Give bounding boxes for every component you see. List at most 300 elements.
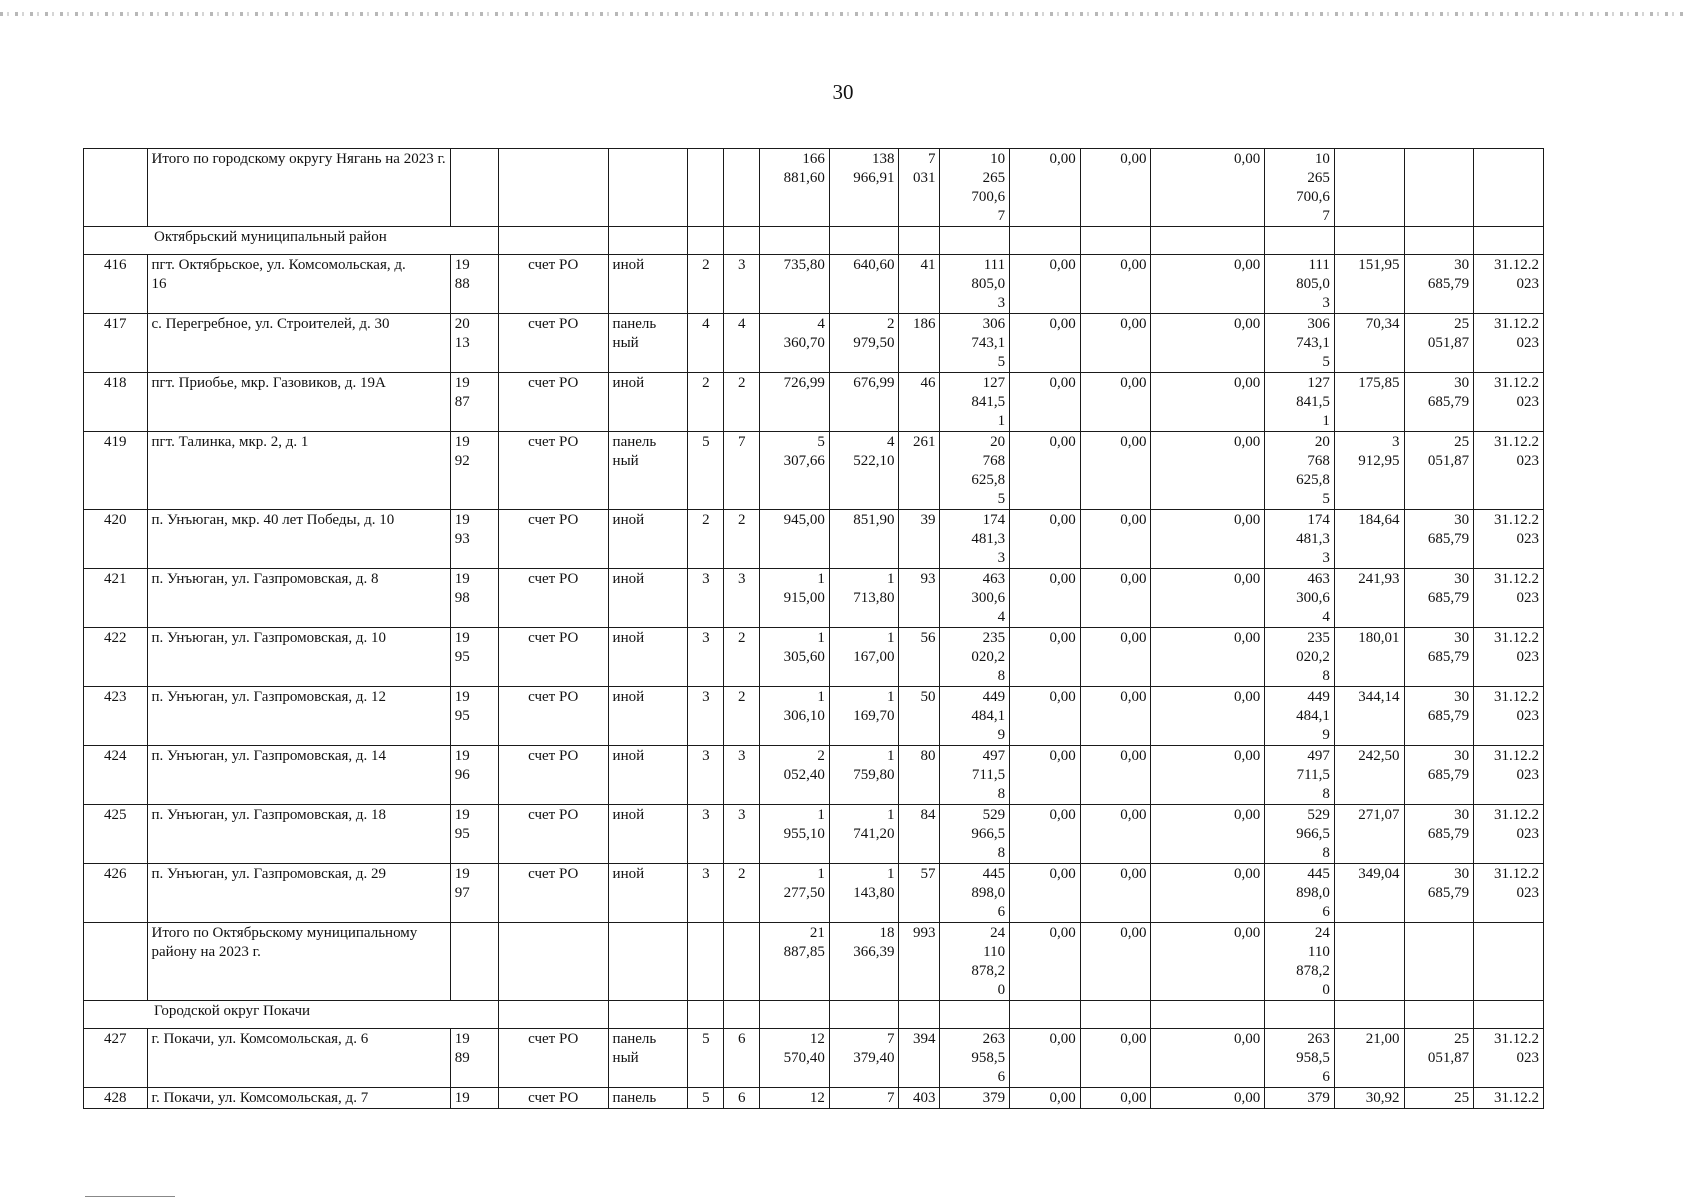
cell-c1: 0,00: [1010, 687, 1081, 746]
cell-cost-total: 497 711,5 8: [940, 746, 1010, 805]
cell-max-cost: 25 051,87: [1404, 1029, 1474, 1088]
cell-fund: счет РО: [498, 1029, 608, 1088]
cell-residents: 993: [899, 923, 940, 1001]
cell-material: иной: [608, 569, 688, 628]
cell-area-res: 138 966,91: [829, 149, 899, 227]
cell-c1: 0,00: [1010, 373, 1081, 432]
cell-spec-cost: 21,00: [1334, 1029, 1404, 1088]
cell-spec-cost: 180,01: [1334, 628, 1404, 687]
cell-c2: 0,00: [1080, 569, 1151, 628]
cell-c2: 0,00: [1080, 864, 1151, 923]
cell-cost-total: 10 265 700,6 7: [940, 149, 1010, 227]
total-row: [84, 149, 1544, 227]
cell-cost-owner: 449 484,1 9: [1265, 687, 1335, 746]
cell-floors: 3: [688, 805, 724, 864]
table-body: [84, 149, 1544, 1109]
cell-c2: 0,00: [1080, 373, 1151, 432]
cell-num: 428: [84, 1088, 148, 1109]
page-number: 30: [832, 80, 854, 104]
cell-year: 19 95: [450, 687, 498, 746]
cell-floors: [688, 149, 724, 227]
empty-cell: [1404, 1001, 1474, 1029]
empty-cell: [608, 227, 688, 255]
empty-cell: [899, 227, 940, 255]
cell-c2: 0,00: [1080, 1029, 1151, 1088]
cell-address: пгт. Приобье, мкр. Газовиков, д. 19А: [147, 373, 450, 432]
empty-cell: [1334, 1001, 1404, 1029]
cell-address: п. Унъюган, ул. Газпромовская, д. 8: [147, 569, 450, 628]
cell-address: п. Унъюган, ул. Газпромовская, д. 18: [147, 805, 450, 864]
cell-area-res: 851,90: [829, 510, 899, 569]
cell-entrances: 2: [724, 373, 760, 432]
cell-num: 427: [84, 1029, 148, 1088]
cell-residents: 84: [899, 805, 940, 864]
cell-c2: 0,00: [1080, 923, 1151, 1001]
cell-area-total: 12: [760, 1088, 830, 1109]
cell-spec-cost: 70,34: [1334, 314, 1404, 373]
cell-deadline: 31.12.2 023: [1474, 628, 1544, 687]
cell-spec-cost: 30,92: [1334, 1088, 1404, 1109]
cell-fund: счет РО: [498, 510, 608, 569]
cell-max-cost: 30 685,79: [1404, 864, 1474, 923]
empty-cell: [608, 1001, 688, 1029]
cell-max-cost: 25 051,87: [1404, 432, 1474, 510]
cell-year: 19 89: [450, 1029, 498, 1088]
cell-num: 416: [84, 255, 148, 314]
cell-address: Итого по Октябрьскому муниципальному району на 2023 г.: [147, 923, 450, 1001]
table-row: [84, 510, 1544, 569]
cell-area-res: 1 167,00: [829, 628, 899, 687]
cell-year: 19 87: [450, 373, 498, 432]
cell-area-total: 12 570,40: [760, 1029, 830, 1088]
cell-year: 19 92: [450, 432, 498, 510]
section-title: Городской округ Покачи: [84, 1001, 499, 1029]
cell-residents: 39: [899, 510, 940, 569]
cell-c1: 0,00: [1010, 149, 1081, 227]
cell-entrances: 3: [724, 746, 760, 805]
cell-address: пгт. Талинка, мкр. 2, д. 1: [147, 432, 450, 510]
cell-floors: [688, 923, 724, 1001]
cell-spec-cost: 349,04: [1334, 864, 1404, 923]
cell-cost-owner: 235 020,2 8: [1265, 628, 1335, 687]
scan-edge-noise: [0, 12, 1686, 16]
cell-residents: 80: [899, 746, 940, 805]
cell-material: панель: [608, 1088, 688, 1109]
cell-area-total: 1 915,00: [760, 569, 830, 628]
cell-fund: счет РО: [498, 255, 608, 314]
cell-num: 422: [84, 628, 148, 687]
cell-residents: 50: [899, 687, 940, 746]
cell-fund: счет РО: [498, 746, 608, 805]
cell-area-total: 2 052,40: [760, 746, 830, 805]
cell-num: 419: [84, 432, 148, 510]
empty-cell: [724, 1001, 760, 1029]
empty-cell: [1404, 227, 1474, 255]
cell-num: [84, 149, 148, 227]
cell-material: иной: [608, 628, 688, 687]
cell-cost-owner: 111 805,0 3: [1265, 255, 1335, 314]
cell-material: [608, 923, 688, 1001]
cell-entrances: 2: [724, 628, 760, 687]
cell-spec-cost: 3 912,95: [1334, 432, 1404, 510]
cell-num: 424: [84, 746, 148, 805]
cell-cost-total: 127 841,5 1: [940, 373, 1010, 432]
cell-c3: 0,00: [1151, 805, 1265, 864]
cell-c2: 0,00: [1080, 255, 1151, 314]
cell-residents: 7 031: [899, 149, 940, 227]
cell-cost-total: 263 958,5 6: [940, 1029, 1010, 1088]
cell-year: 20 13: [450, 314, 498, 373]
empty-cell: [899, 1001, 940, 1029]
cell-area-res: 7: [829, 1088, 899, 1109]
cell-entrances: 6: [724, 1029, 760, 1088]
cell-c2: 0,00: [1080, 805, 1151, 864]
cell-cost-total: 379: [940, 1088, 1010, 1109]
cell-material: иной: [608, 687, 688, 746]
table-row: [84, 569, 1544, 628]
table-row: [84, 1029, 1544, 1088]
cell-c2: 0,00: [1080, 510, 1151, 569]
empty-cell: [724, 227, 760, 255]
total-row: [84, 923, 1544, 1001]
cell-cost-owner: 10 265 700,6 7: [1265, 149, 1335, 227]
cell-floors: 3: [688, 687, 724, 746]
empty-cell: [1474, 1001, 1544, 1029]
table-row: [84, 864, 1544, 923]
cell-material: иной: [608, 746, 688, 805]
cell-cost-total: 449 484,1 9: [940, 687, 1010, 746]
cell-spec-cost: 151,95: [1334, 255, 1404, 314]
cell-floors: 2: [688, 510, 724, 569]
cell-address: п. Унъюган, мкр. 40 лет Победы, д. 10: [147, 510, 450, 569]
cell-area-total: 21 887,85: [760, 923, 830, 1001]
cell-fund: счет РО: [498, 805, 608, 864]
cell-spec-cost: [1334, 149, 1404, 227]
empty-cell: [1151, 1001, 1265, 1029]
cell-cost-owner: 529 966,5 8: [1265, 805, 1335, 864]
cell-deadline: 31.12.2 023: [1474, 805, 1544, 864]
cell-material: иной: [608, 864, 688, 923]
cell-deadline: 31.12.2: [1474, 1088, 1544, 1109]
cell-deadline: [1474, 149, 1544, 227]
cell-deadline: 31.12.2 023: [1474, 510, 1544, 569]
cell-c1: 0,00: [1010, 1088, 1081, 1109]
cell-area-res: 676,99: [829, 373, 899, 432]
cell-c3: 0,00: [1151, 569, 1265, 628]
cell-address: Итого по городскому округу Нягань на 2023 г.: [147, 149, 450, 227]
table-row: [84, 432, 1544, 510]
cell-cost-owner: 24 110 878,2 0: [1265, 923, 1335, 1001]
cell-floors: 3: [688, 569, 724, 628]
cell-cost-owner: 463 300,6 4: [1265, 569, 1335, 628]
cell-residents: 186: [899, 314, 940, 373]
cell-spec-cost: [1334, 923, 1404, 1001]
cell-area-res: 2 979,50: [829, 314, 899, 373]
cell-cost-total: 24 110 878,2 0: [940, 923, 1010, 1001]
cell-residents: 261: [899, 432, 940, 510]
cell-address: п. Унъюган, ул. Газпромовская, д. 12: [147, 687, 450, 746]
cell-material: панель ный: [608, 314, 688, 373]
cell-area-res: 1 713,80: [829, 569, 899, 628]
cell-area-total: 166 881,60: [760, 149, 830, 227]
cell-area-res: 1 741,20: [829, 805, 899, 864]
cell-fund: счет РО: [498, 1088, 608, 1109]
cell-cost-total: 463 300,6 4: [940, 569, 1010, 628]
cell-num: 420: [84, 510, 148, 569]
cell-max-cost: 30 685,79: [1404, 255, 1474, 314]
cell-entrances: 3: [724, 569, 760, 628]
cell-fund: счет РО: [498, 373, 608, 432]
table-row: [84, 373, 1544, 432]
cell-num: 421: [84, 569, 148, 628]
cell-cost-owner: 445 898,0 6: [1265, 864, 1335, 923]
table-row: [84, 746, 1544, 805]
cell-area-res: 18 366,39: [829, 923, 899, 1001]
cell-area-res: 1 143,80: [829, 864, 899, 923]
cell-area-res: 7 379,40: [829, 1029, 899, 1088]
cell-c3: 0,00: [1151, 314, 1265, 373]
section-header-row: [84, 227, 1544, 255]
cell-c1: 0,00: [1010, 510, 1081, 569]
cell-deadline: 31.12.2 023: [1474, 569, 1544, 628]
cell-cost-owner: 127 841,5 1: [1265, 373, 1335, 432]
cell-fund: счет РО: [498, 864, 608, 923]
cell-max-cost: 30 685,79: [1404, 628, 1474, 687]
cell-c1: 0,00: [1010, 864, 1081, 923]
cell-cost-owner: 497 711,5 8: [1265, 746, 1335, 805]
cell-deadline: 31.12.2 023: [1474, 373, 1544, 432]
cell-num: 417: [84, 314, 148, 373]
cell-c2: 0,00: [1080, 314, 1151, 373]
cell-area-res: 4 522,10: [829, 432, 899, 510]
cell-c3: 0,00: [1151, 1088, 1265, 1109]
cell-c3: 0,00: [1151, 255, 1265, 314]
cell-entrances: 3: [724, 805, 760, 864]
cell-c3: 0,00: [1151, 432, 1265, 510]
cell-c3: 0,00: [1151, 628, 1265, 687]
cell-c2: 0,00: [1080, 432, 1151, 510]
cell-area-total: 726,99: [760, 373, 830, 432]
cell-year: [450, 149, 498, 227]
cell-address: п. Унъюган, ул. Газпромовская, д. 29: [147, 864, 450, 923]
cell-year: 19 88: [450, 255, 498, 314]
cell-cost-owner: 174 481,3 3: [1265, 510, 1335, 569]
cell-cost-total: 306 743,1 5: [940, 314, 1010, 373]
cell-c2: 0,00: [1080, 1088, 1151, 1109]
cell-material: иной: [608, 805, 688, 864]
cell-spec-cost: 344,14: [1334, 687, 1404, 746]
cell-deadline: [1474, 923, 1544, 1001]
cell-deadline: 31.12.2 023: [1474, 746, 1544, 805]
cell-material: панель ный: [608, 1029, 688, 1088]
empty-cell: [829, 227, 899, 255]
housing-repair-table: [83, 148, 1544, 1109]
cell-deadline: 31.12.2 023: [1474, 432, 1544, 510]
section-title: Октябрьский муниципальный район: [84, 227, 499, 255]
table-row: [84, 805, 1544, 864]
table-row: [84, 628, 1544, 687]
cell-area-res: 640,60: [829, 255, 899, 314]
cell-address: г. Покачи, ул. Комсомольская, д. 7: [147, 1088, 450, 1109]
cell-entrances: [724, 149, 760, 227]
cell-area-total: 735,80: [760, 255, 830, 314]
cell-spec-cost: 241,93: [1334, 569, 1404, 628]
cell-year: 19 95: [450, 805, 498, 864]
cell-c3: 0,00: [1151, 687, 1265, 746]
cell-c3: 0,00: [1151, 1029, 1265, 1088]
cell-floors: 3: [688, 864, 724, 923]
cell-entrances: 4: [724, 314, 760, 373]
cell-num: [84, 923, 148, 1001]
cell-c3: 0,00: [1151, 864, 1265, 923]
cell-fund: [498, 149, 608, 227]
cell-year: 19 96: [450, 746, 498, 805]
cell-year: 19 93: [450, 510, 498, 569]
cell-fund: счет РО: [498, 432, 608, 510]
cell-material: [608, 149, 688, 227]
cell-c3: 0,00: [1151, 510, 1265, 569]
cell-residents: 56: [899, 628, 940, 687]
empty-cell: [760, 227, 830, 255]
cell-area-res: 1 759,80: [829, 746, 899, 805]
cell-cost-owner: 379: [1265, 1088, 1335, 1109]
empty-cell: [1010, 227, 1081, 255]
cell-c2: 0,00: [1080, 149, 1151, 227]
cell-max-cost: 30 685,79: [1404, 805, 1474, 864]
cell-address: п. Унъюган, ул. Газпромовская, д. 10: [147, 628, 450, 687]
cell-c2: 0,00: [1080, 628, 1151, 687]
cell-material: иной: [608, 255, 688, 314]
cell-max-cost: 30 685,79: [1404, 373, 1474, 432]
cell-residents: 41: [899, 255, 940, 314]
cell-year: 19 95: [450, 628, 498, 687]
cell-cost-total: 20 768 625,8 5: [940, 432, 1010, 510]
cell-num: 423: [84, 687, 148, 746]
cell-cost-owner: 20 768 625,8 5: [1265, 432, 1335, 510]
table-row: [84, 1088, 1544, 1109]
cell-address: п. Унъюган, ул. Газпромовская, д. 14: [147, 746, 450, 805]
cell-deadline: 31.12.2 023: [1474, 864, 1544, 923]
cell-num: 418: [84, 373, 148, 432]
cell-cost-total: 235 020,2 8: [940, 628, 1010, 687]
cell-cost-total: 445 898,0 6: [940, 864, 1010, 923]
cell-max-cost: [1404, 923, 1474, 1001]
cell-fund: счет РО: [498, 687, 608, 746]
table-row: [84, 687, 1544, 746]
cell-entrances: 2: [724, 510, 760, 569]
cell-c1: 0,00: [1010, 628, 1081, 687]
cell-address: с. Перегребное, ул. Строителей, д. 30: [147, 314, 450, 373]
cell-spec-cost: 184,64: [1334, 510, 1404, 569]
section-header-row: [84, 1001, 1544, 1029]
cell-year: [450, 923, 498, 1001]
cell-cost-total: 529 966,5 8: [940, 805, 1010, 864]
empty-cell: [1265, 1001, 1335, 1029]
cell-c3: 0,00: [1151, 923, 1265, 1001]
cell-entrances: [724, 923, 760, 1001]
cell-c2: 0,00: [1080, 687, 1151, 746]
empty-cell: [1080, 227, 1151, 255]
cell-area-total: 945,00: [760, 510, 830, 569]
cell-entrances: 7: [724, 432, 760, 510]
cell-area-total: 1 955,10: [760, 805, 830, 864]
cell-max-cost: 25 051,87: [1404, 314, 1474, 373]
empty-cell: [1474, 227, 1544, 255]
cell-c1: 0,00: [1010, 923, 1081, 1001]
cell-max-cost: 25: [1404, 1088, 1474, 1109]
cell-max-cost: 30 685,79: [1404, 687, 1474, 746]
cell-max-cost: [1404, 149, 1474, 227]
cell-fund: счет РО: [498, 569, 608, 628]
empty-cell: [1334, 227, 1404, 255]
cell-floors: 5: [688, 1088, 724, 1109]
cell-residents: 93: [899, 569, 940, 628]
cell-floors: 3: [688, 746, 724, 805]
empty-cell: [498, 227, 608, 255]
cell-area-total: 1 277,50: [760, 864, 830, 923]
scan-corner-mark: [85, 1196, 175, 1197]
cell-material: панель ный: [608, 432, 688, 510]
cell-c2: 0,00: [1080, 746, 1151, 805]
cell-address: пгт. Октябрьское, ул. Комсомольская, д. 16: [147, 255, 450, 314]
cell-floors: 5: [688, 432, 724, 510]
cell-residents: 57: [899, 864, 940, 923]
cell-area-total: 1 306,10: [760, 687, 830, 746]
empty-cell: [940, 1001, 1010, 1029]
cell-residents: 403: [899, 1088, 940, 1109]
cell-deadline: 31.12.2 023: [1474, 255, 1544, 314]
empty-cell: [1151, 227, 1265, 255]
cell-deadline: 31.12.2 023: [1474, 1029, 1544, 1088]
cell-area-total: 5 307,66: [760, 432, 830, 510]
cell-fund: счет РО: [498, 314, 608, 373]
cell-c1: 0,00: [1010, 432, 1081, 510]
cell-c1: 0,00: [1010, 746, 1081, 805]
cell-floors: 2: [688, 373, 724, 432]
cell-year: 19 97: [450, 864, 498, 923]
cell-c1: 0,00: [1010, 314, 1081, 373]
cell-max-cost: 30 685,79: [1404, 510, 1474, 569]
cell-address: г. Покачи, ул. Комсомольская, д. 6: [147, 1029, 450, 1088]
cell-c1: 0,00: [1010, 805, 1081, 864]
cell-floors: 5: [688, 1029, 724, 1088]
cell-spec-cost: 271,07: [1334, 805, 1404, 864]
empty-cell: [829, 1001, 899, 1029]
cell-floors: 3: [688, 628, 724, 687]
empty-cell: [688, 227, 724, 255]
cell-max-cost: 30 685,79: [1404, 569, 1474, 628]
cell-fund: счет РО: [498, 628, 608, 687]
cell-year: 19 98: [450, 569, 498, 628]
table-row: [84, 314, 1544, 373]
cell-c1: 0,00: [1010, 255, 1081, 314]
cell-c3: 0,00: [1151, 373, 1265, 432]
cell-entrances: 6: [724, 1088, 760, 1109]
cell-fund: [498, 923, 608, 1001]
cell-num: 426: [84, 864, 148, 923]
cell-num: 425: [84, 805, 148, 864]
cell-floors: 2: [688, 255, 724, 314]
empty-cell: [1080, 1001, 1151, 1029]
cell-deadline: 31.12.2 023: [1474, 314, 1544, 373]
cell-residents: 394: [899, 1029, 940, 1088]
cell-floors: 4: [688, 314, 724, 373]
cell-material: иной: [608, 510, 688, 569]
cell-entrances: 2: [724, 687, 760, 746]
cell-spec-cost: 242,50: [1334, 746, 1404, 805]
cell-material: иной: [608, 373, 688, 432]
cell-entrances: 2: [724, 864, 760, 923]
